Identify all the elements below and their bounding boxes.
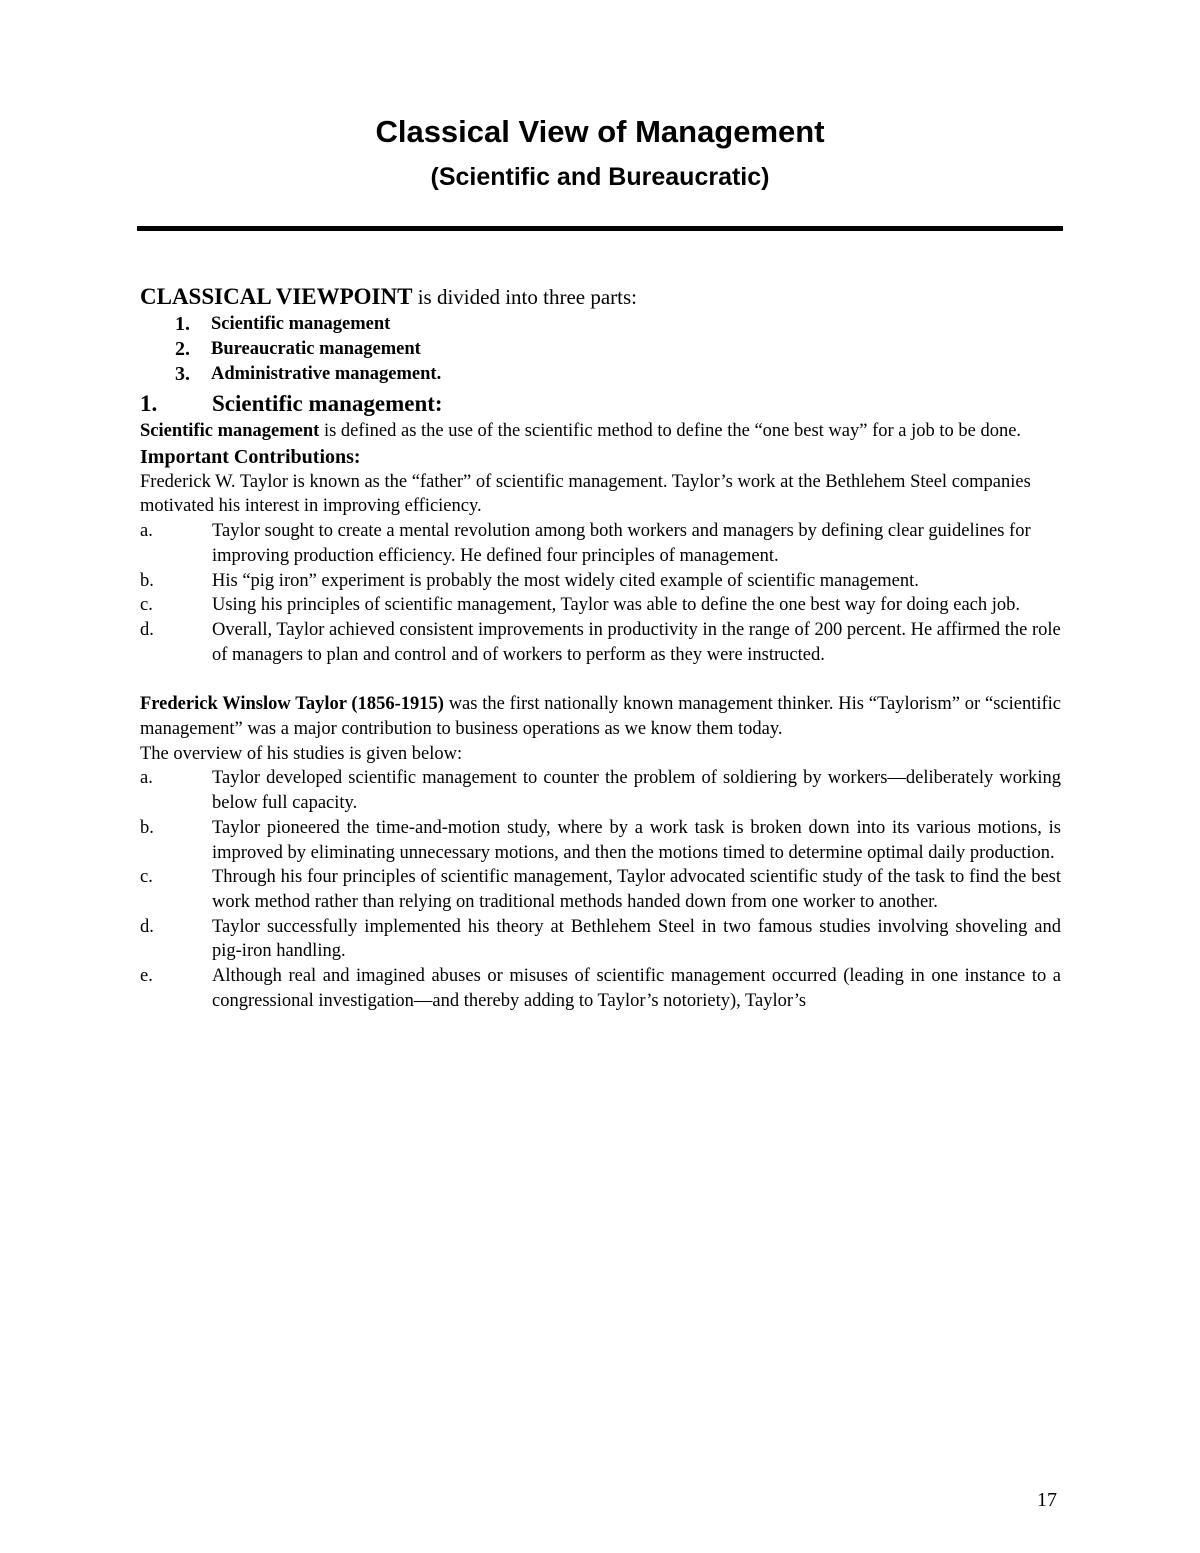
section-number: 1.	[140, 391, 158, 416]
list-item-text: Through his four principles of scientific management, Taylor advocated scientific study of the task to find the best work method rather than relying on traditional methods handed down from one worker to another.	[212, 867, 1061, 912]
intro-paragraph	[140, 282, 1061, 312]
list-marker: d.	[140, 619, 154, 640]
title-divider	[137, 226, 1063, 231]
list-marker: b.	[140, 817, 154, 838]
list-item-text: Taylor pioneered the time-and-motion study, where by a work task is broken down into its various motions, is improved by eliminating unnecessary motions, and then the motions timed to determine optimal daily production.	[212, 817, 1061, 863]
list-item	[140, 964, 1061, 1013]
parts-list	[140, 312, 1061, 387]
list-item-text: Although real and imagined abuses or misuses of scientific management occurred (leading in one instance to a congressional investigation—and thereby adding to Taylor’s notoriety), Taylor’s	[212, 966, 1061, 1011]
list-item-text: Taylor developed scientific management to counter the problem of soldiering by workers—deliberately working below full capacity.	[212, 768, 1061, 814]
overview-list	[140, 766, 1061, 1013]
contributions-list	[140, 519, 1061, 667]
intro-rest: is divided into three parts:	[412, 285, 638, 309]
document-body	[140, 282, 1061, 1013]
section-heading-text: Scientific management:	[212, 391, 443, 416]
taylor-paragraph	[140, 692, 1061, 741]
list-item-text: His “pig iron” experiment is probably the most widely cited example of scientific management.	[212, 570, 919, 591]
contributions-heading: Important Contributions:	[140, 445, 361, 468]
page-subtitle: (Scientific and Bureaucratic)	[430, 163, 770, 191]
list-item	[140, 337, 1061, 362]
list-marker: e.	[140, 966, 153, 987]
list-number: 3.	[175, 363, 190, 385]
definition-term: Scientific management	[140, 421, 320, 441]
overview-paragraph: The overview of his studies is given below:	[140, 743, 463, 764]
page-title: Classical View of Management	[375, 114, 825, 149]
contributions-paragraph: Frederick W. Taylor is known as the “father” of scientific management. Taylor’s work at the Bethlehem Steel companies motivated his interest in improving efficiency.	[140, 471, 1031, 517]
paragraph-spacer	[140, 667, 1061, 692]
list-item-text: Using his principles of scientific management, Taylor was able to define the one best way for doing each job.	[212, 595, 1021, 616]
list-marker: a.	[140, 768, 153, 789]
list-marker: c.	[140, 867, 153, 888]
intro-lead: CLASSICAL VIEWPOINT	[140, 284, 413, 309]
list-item-label: Scientific management	[211, 314, 391, 334]
list-item-label: Bureaucratic management	[211, 339, 421, 359]
list-marker: d.	[140, 916, 154, 937]
list-item-text: Taylor successfully implemented his theory at Bethlehem Steel in two famous studies involving shoveling and pig-iron handling.	[212, 916, 1061, 962]
list-number: 2.	[175, 338, 190, 360]
list-item	[140, 312, 1061, 337]
list-item-text: Overall, Taylor achieved consistent improvements in productivity in the range of 200 percent. He affirmed the role of managers to plan and control and of workers to perform as they were instructed.	[212, 619, 1061, 665]
list-item	[140, 915, 1061, 964]
list-marker: b.	[140, 570, 154, 591]
list-item	[140, 569, 1061, 594]
taylor-lead: Frederick Winslow Taylor (1856-1915)	[140, 694, 444, 715]
list-item	[140, 865, 1061, 914]
list-marker: a.	[140, 521, 153, 542]
list-item	[140, 618, 1061, 667]
section-heading	[140, 389, 1061, 419]
definition-text: is defined as the use of the scientific method to define the “one best way” for a job to be done.	[319, 421, 1022, 441]
list-item	[140, 593, 1061, 618]
list-item-text: Taylor sought to create a mental revolution among both workers and managers by defining clear guidelines for improving production efficiency. He defined four principles of management.	[212, 521, 1031, 566]
list-item	[140, 519, 1061, 568]
page-number: 17	[1037, 1489, 1057, 1511]
list-item	[140, 816, 1061, 865]
list-marker: c.	[140, 595, 153, 616]
list-item	[140, 766, 1061, 815]
list-number: 1.	[175, 313, 190, 335]
taylor-text: was the first nationally known management thinker. His “Taylorism” or “scientific management” was a major contribution to business operations as we know them today.	[140, 694, 1061, 740]
list-item	[140, 362, 1061, 387]
list-item-label: Administrative management.	[211, 364, 442, 384]
definition-paragraph	[140, 419, 1061, 444]
